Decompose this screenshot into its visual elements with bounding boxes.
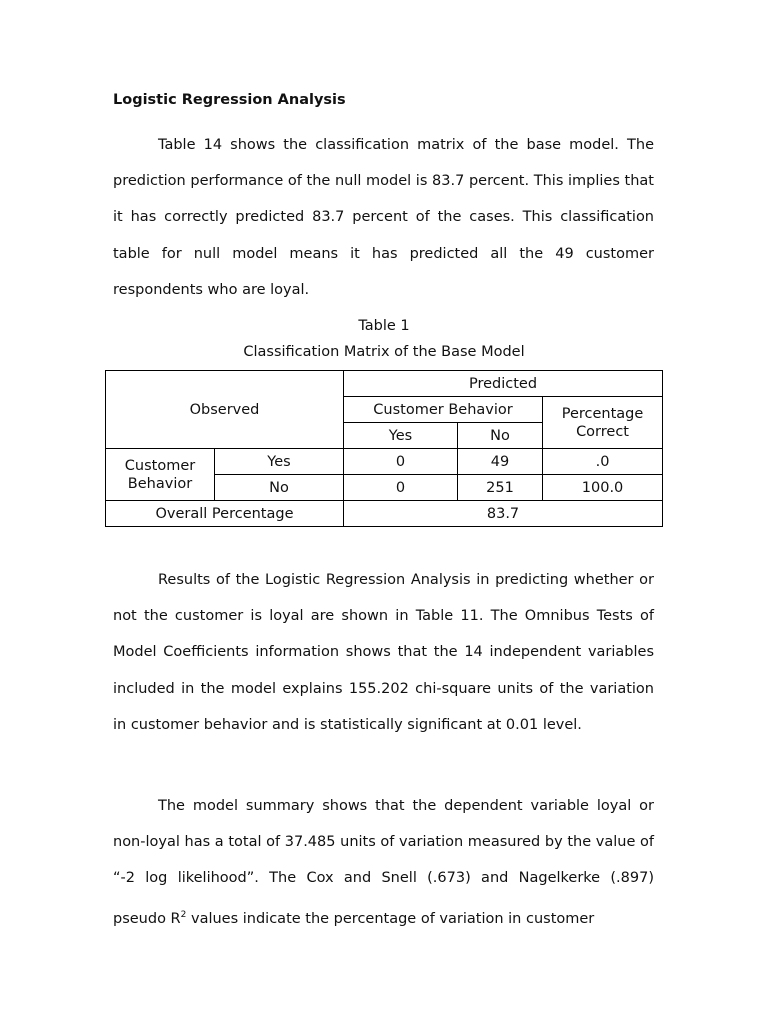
col-header-no: No <box>458 423 543 449</box>
classification-matrix-table <box>105 370 663 527</box>
table-title: Classification Matrix of the Base Model <box>243 344 525 360</box>
overall-percentage-value: 83.7 <box>344 501 663 527</box>
paragraph-model-summary-part2: values indicate the percentage of variation in customer <box>186 910 595 927</box>
cell-no-yes: 0 <box>344 475 458 501</box>
cell-yes-pct: .0 <box>543 449 663 475</box>
section-heading: Logistic Regression Analysis <box>113 92 346 108</box>
percentage-correct-header: Percentage Correct <box>543 397 663 449</box>
table-label: Table 1 <box>358 318 410 334</box>
paragraph-intro: Table 14 shows the classification matrix of the base model. The prediction performance of the null model is 83.7 percent. This implies that it has correctly predicted 83.7 percent of the cases. This classification table for null model means it has predicted all the 49 customer respondents who are loyal. <box>113 137 654 298</box>
row-group-customer-behavior: Customer Behavior <box>106 449 215 501</box>
predicted-header: Predicted <box>344 371 663 397</box>
observed-header-spacer <box>106 423 344 449</box>
cell-yes-no: 49 <box>458 449 543 475</box>
cell-no-no: 251 <box>458 475 543 501</box>
paragraph-model-summary <box>113 788 654 937</box>
row-label-yes: Yes <box>215 449 344 475</box>
paragraph-results: Results of the Logistic Regression Analysis in predicting whether or not the customer is loyal are shown in Table 11. The Omnibus Tests of Model Coefficients information shows that the 14 independent variables included in the model explains 155.202 chi-square units of the variation in customer behavior and is statistically significant at 0.01 level. <box>113 572 654 733</box>
col-header-yes: Yes <box>344 423 458 449</box>
cell-yes-yes: 0 <box>344 449 458 475</box>
r-squared-superscript: 2 <box>180 909 187 920</box>
customer-behavior-header: Customer Behavior <box>344 397 543 423</box>
overall-percentage-label: Overall Percentage <box>106 501 344 527</box>
row-label-no: No <box>215 475 344 501</box>
observed-header: Observed <box>106 371 344 423</box>
paragraph-model-summary-part1: The model summary shows that the dependent variable loyal or non-loyal has a total of 37.485 units of variation measured by the value of “-2 log likelihood”. The Cox and Snell (.673) and Nagelkerke (.897) pseudo R <box>113 798 654 927</box>
cell-no-pct: 100.0 <box>543 475 663 501</box>
